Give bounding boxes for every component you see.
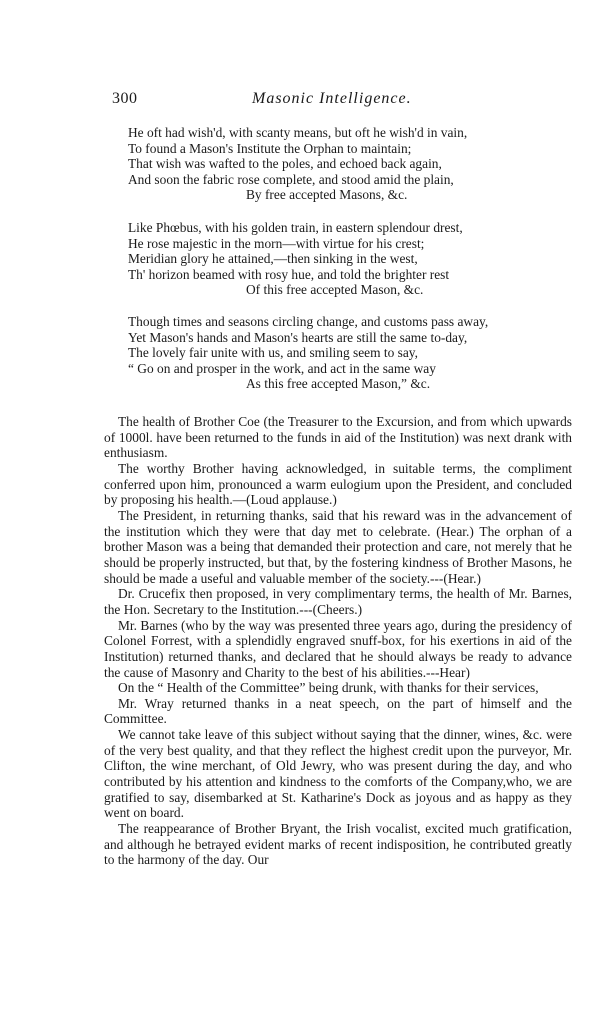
paragraph: The health of Brother Coe (the Treasurer to the Excursion, and from which upwards of 1000l. have been returned to the funds in aid of the Institution) was next drank with enthusiasm.: [104, 414, 572, 461]
prose-body: [104, 414, 572, 868]
verse-line: Th' horizon beamed with rosy hue, and told the brighter rest: [128, 266, 450, 282]
poem-stanza-2: [128, 220, 578, 298]
verse-line: “ Go on and prosper in the work, and act in the same way: [128, 360, 436, 376]
running-title: Masonic Intelligence.: [252, 90, 412, 107]
paragraph: The President, in returning thanks, said that his reward was in the advancement of the institution which they were that day met to celebrate. (Hear.) The orphan of a brother Mason was a being that demanded their protection and care, not merely that he should be properly instructed, but that, by the fostering kindness of Brother Masons, he should be made a useful and valuable member of the society.---(Hear.): [104, 507, 572, 586]
running-head: [112, 90, 572, 112]
paragraph: The worthy Brother having acknowledged, in suitable terms, the compliment conferred upon him, pronounced a warm eulogium upon the President, and concluded by proposing his health.—(Loud applause.): [104, 460, 572, 508]
paragraph: Dr. Crucefix then proposed, in very complimentary terms, the health of Mr. Barnes, the Hon. Secretary to the Institution.---(Cheers.): [104, 586, 572, 617]
page-number: 300: [112, 90, 138, 107]
verse-line: Yet Mason's hands and Mason's hearts are still the same to-day,: [128, 329, 468, 345]
refrain-line: As this free accepted Mason,” &c.: [246, 376, 431, 392]
paragraph: Mr. Barnes (who by the way was presented three years ago, during the presidency of Colonel Forrest, with a splendidly engraved snuff-box, for his exertions in aid of the Institution) returned thanks, and declared that he should always be ready to advance the cause of Masonry and Charity to the best of his abilities.---Hear): [104, 617, 572, 680]
verse-line: And soon the fabric rose complete, and stood amid the plain,: [128, 171, 454, 187]
verse-line: Though times and seasons circling change, and customs pass away,: [128, 314, 489, 329]
paragraph: We cannot take leave of this subject without saying that the dinner, wines, &c. were of the very best quality, and that they reflect the highest credit upon the purveyor, Mr. Clifton, the wine merchant, of Old Jewry, who was present during the day, and who contributed by his attention and kindness to the comforts of the Company,who, we are gratified to say, disembarked at St. Katharine's Dock as joyous and as happy as they went on board.: [104, 727, 572, 821]
poem-stanza-1: [128, 125, 578, 203]
verse-line: The lovely fair unite with us, and smiling seem to say,: [128, 345, 418, 361]
paragraph: The reappearance of Brother Bryant, the Irish vocalist, excited much gratification, and although he betrayed evident marks of recent indisposition, he contributed greatly to the harmony of the day. Our: [104, 821, 572, 868]
verse-line: He oft had wish'd, with scanty means, but oft he wish'd in vain,: [128, 125, 468, 140]
paragraph: On the “ Health of the Committee” being drunk, with thanks for their services,: [118, 680, 539, 696]
verse-line: Like Phœbus, with his golden train, in eastern splendour drest,: [128, 220, 463, 235]
refrain-line: Of this free accepted Mason, &c.: [246, 282, 424, 298]
verse-line: To found a Mason's Institute the Orphan to maintain;: [128, 140, 412, 156]
verse-line: Meridian glory he attained,—then sinking in the west,: [128, 251, 418, 267]
refrain-line: By free accepted Masons, &c.: [246, 187, 408, 203]
verse-line: He rose majestic in the morn—with virtue for his crest;: [128, 235, 425, 251]
poem-stanza-3: [128, 314, 578, 392]
paragraph: Mr. Wray returned thanks in a neat speech, on the part of himself and the Committee.: [104, 695, 572, 727]
verse-line: That wish was wafted to the poles, and echoed back again,: [128, 156, 442, 172]
